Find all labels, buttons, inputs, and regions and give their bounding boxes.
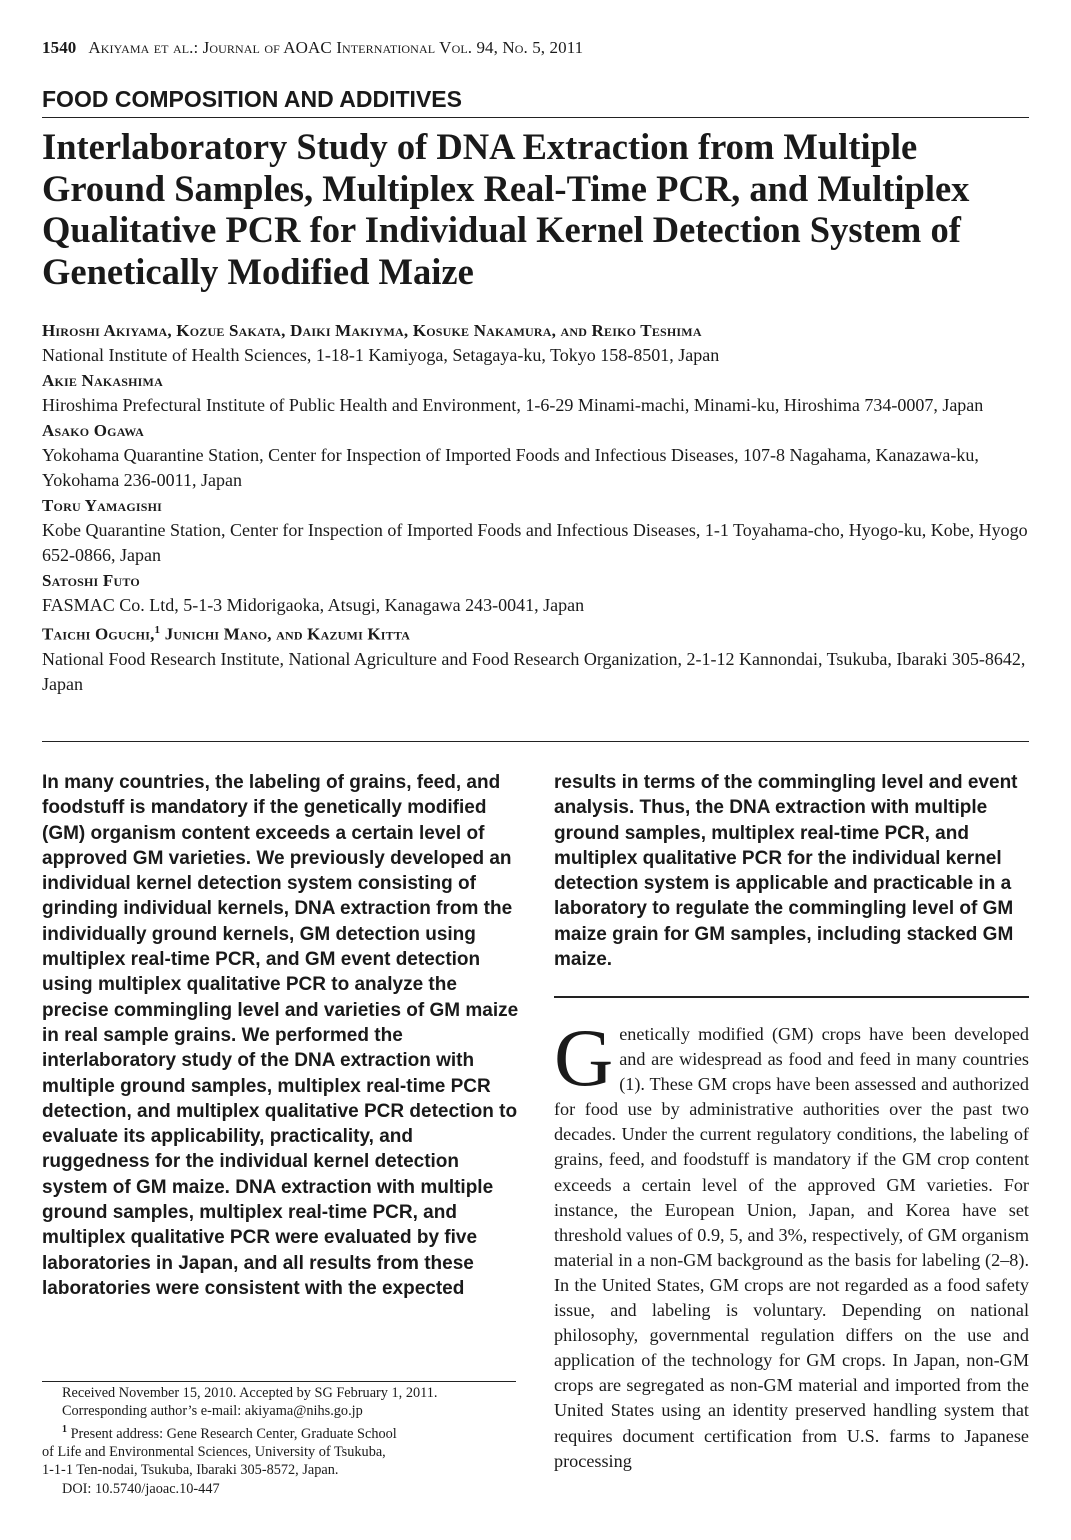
author-affiliation: National Food Research Institute, National Agriculture and Food Research Organization, 2-1-12 Kannondai, Tsukuba, Ibaraki 305-8642, Japan	[42, 648, 1026, 694]
intro-paragraph: enetically modified (GM) crops have been developed and are widespread as food and feed in many countries (1). These GM crops have been assessed and authorized for food use by administrative authorities over the past two decades. Under the current regulatory conditions, the labeling of grains, feed, and foodstuff is mandatory if the GM crop content exceeds a certain level of the approved GM varieties. For instance, the European Union, Japan, and Korea have set threshold values of 0.9, 5, and 3%, respectively, of GM organism material in a non-GM background as the basis for labeling (2–8). In the United States, GM crops are not regarded as a food safety issue, and labeling is voluntary. Depending on national philosophy, governmental regulation differs on the use and application of the technology for GM crops. In Japan, non-GM crops are segregated as non-GM material and imported from the United States using an identity preserved handling system that requires document certification from U.S. farms to Japanese processing	[554, 1024, 1029, 1471]
doi: DOI: 10.5740/jaoac.10-447	[62, 1480, 220, 1497]
author-names: Akie Nakashima	[42, 371, 163, 390]
author-affiliation: FASMAC Co. Ltd, 5-1-3 Midorigaoka, Atsugi, Kanagawa 243-0041, Japan	[42, 595, 585, 615]
present-address-line: 1-1-1 Ten-nodai, Tsukuba, Ibaraki 305-8572, Japan.	[42, 1462, 339, 1479]
section-label: FOOD COMPOSITION AND ADDITIVES	[42, 86, 462, 112]
author-names: Asako Ogawa	[42, 421, 144, 440]
footnote-marker: 1	[154, 624, 161, 636]
author-affiliation: Hiroshima Prefectural Institute of Public Health and Environment, 1-6-29 Minami-machi, Minami-ku, Hiroshima 734-0007, Japan	[42, 395, 984, 415]
author-affiliation: National Institute of Health Sciences, 1-18-1 Kamiyoga, Setagaya-ku, Tokyo 158-8501, Japan	[42, 345, 720, 365]
section-rule	[42, 117, 1029, 118]
author-names: Toru Yamagishi	[42, 496, 163, 515]
page-number: 1540	[42, 38, 77, 57]
author-block	[42, 318, 1042, 697]
author-affiliation: Yokohama Quarantine Station, Center for Inspection of Imported Foods and Infectious Diseases, 107-8 Nagahama, Kanazawa-ku, Yokohama 236-0011, Japan	[42, 445, 979, 490]
corresponding-email: Corresponding author’s e-mail: akiyama@nihs.go.jp	[62, 1403, 363, 1420]
abstract-right-column: results in terms of the commingling level and event analysis. Thus, the DNA extraction with multiple ground samples, multiplex real-time PCR, and multiplex qualitative PCR for the individual kernel detection system is applicable and practicable in a laboratory to regulate the commingling level of GM maize grain for GM samples, including stacked GM maize.	[554, 772, 1018, 971]
running-header	[42, 38, 583, 58]
present-address	[42, 1421, 522, 1443]
author-name: Taichi Oguchi,	[42, 624, 155, 644]
footnote-rule	[42, 1381, 516, 1382]
body-text-column	[554, 1012, 1029, 1474]
abstract-end-rule	[554, 996, 1029, 998]
journal-citation: Akiyama et al.: Journal of AOAC International Vol. 94, No. 5, 2011	[88, 38, 584, 57]
received-date: Received November 15, 2010. Accepted by SG February 1, 2011.	[62, 1385, 438, 1401]
author-names	[42, 618, 1042, 647]
header-divider	[42, 741, 1029, 742]
footnotes	[42, 1384, 522, 1498]
author-name: Junichi Mano, and Kazumi Kitta	[160, 624, 411, 644]
author-names: Hiroshi Akiyama, Kozue Sakata, Daiki Makiyma, Kosuke Nakamura, and Reiko Teshima	[42, 321, 702, 340]
author-names: Satoshi Futo	[42, 571, 140, 590]
article-title: Interlaboratory Study of DNA Extraction from Multiple Ground Samples, Multiplex Real-Time PCR, and Multiplex Qualitative PCR for Individual Kernel Detection System of Genetically Modified Maize	[42, 126, 970, 292]
drop-cap: G	[554, 1012, 614, 1103]
footnote-marker: 1	[62, 1423, 67, 1435]
present-address-line: Present address: Gene Research Center, Graduate School	[70, 1425, 397, 1442]
present-address-line: of Life and Environmental Sciences, University of Tsukuba,	[42, 1443, 386, 1460]
author-affiliation: Kobe Quarantine Station, Center for Inspection of Imported Foods and Infectious Diseases, 1-1 Toyahama-cho, Hyogo-ku, Kobe, Hyogo 652-0866, Japan	[42, 520, 1028, 565]
abstract-left-column: In many countries, the labeling of grains, feed, and foodstuff is mandatory if the genetically modified (GM) organism content exceeds a certain level of approved GM varieties. We previously developed an individual kernel detection system consisting of grinding individual kernels, DNA extraction from the individually ground kernels, GM detection using multiplex real-time PCR, and GM event detection using multiplex qualitative PCR to analyze the precise commingling level and varieties of GM maize in real sample grains. We performed the interlaboratory study of the DNA extraction with multiple ground samples, multiplex real-time PCR detection, and multiplex qualitative PCR detection to evaluate its applicability, practicality, and ruggedness for the individual kernel detection system of GM maize. DNA extraction with multiple ground samples, multiplex real-time PCR, and multiplex qualitative PCR were evaluated by five laboratories in Japan, and all results from these laboratories were consistent with the expected	[42, 772, 519, 1299]
